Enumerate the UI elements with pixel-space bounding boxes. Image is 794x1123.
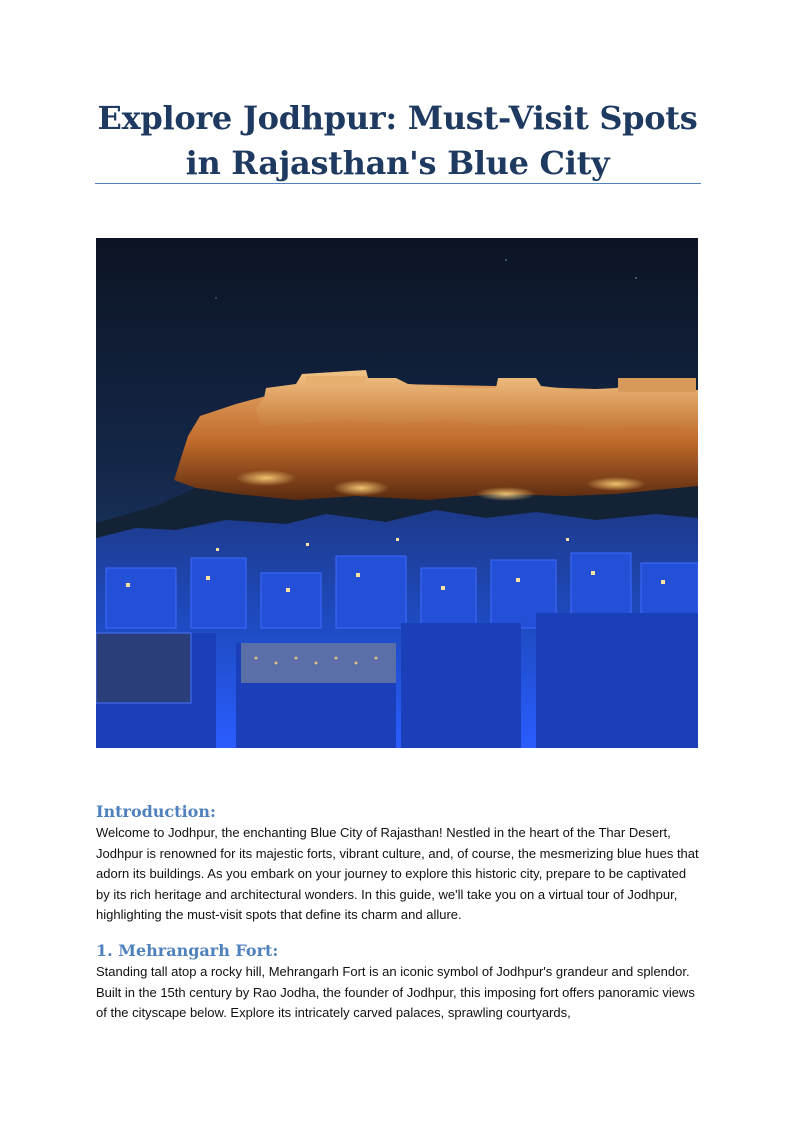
hero-photo-illustration (96, 238, 698, 748)
section-body-introduction: Welcome to Jodhpur, the enchanting Blue City of Rajasthan! Nestled in the heart of the Thar Desert, Jodhpur is renowned for its majestic forts, vibrant culture, and, of course, the mesmerizing blue hues that adorn its buildings. As you embark on your journey to explore this historic city, prepare to be captivated by its rich heritage and architectural wonders. In this guide, we'll take you on a virtual tour of Jodhpur, highlighting the must-visit spots that define its charm and allure. (96, 825, 699, 923)
section-heading-introduction: Introduction: (96, 802, 216, 821)
hero-image-jodhpur-fort (96, 238, 698, 748)
section-heading-mehrangarh-fort: 1. Mehrangarh Fort: (96, 941, 279, 960)
title-underline (95, 183, 701, 184)
section-body-mehrangarh-fort: Standing tall atop a rocky hill, Mehrangarh Fort is an iconic symbol of Jodhpur's grandeur and splendor. Built in the 15th century by Rao Jodha, the founder of Jodhpur, this imposing fort offers panoramic views of the cityscape below. Explore its intricately carved palaces, sprawling courtyards, (96, 964, 695, 1021)
page-title: Explore Jodhpur: Must-Visit Spots in Rajasthan's Blue City (97, 99, 698, 182)
